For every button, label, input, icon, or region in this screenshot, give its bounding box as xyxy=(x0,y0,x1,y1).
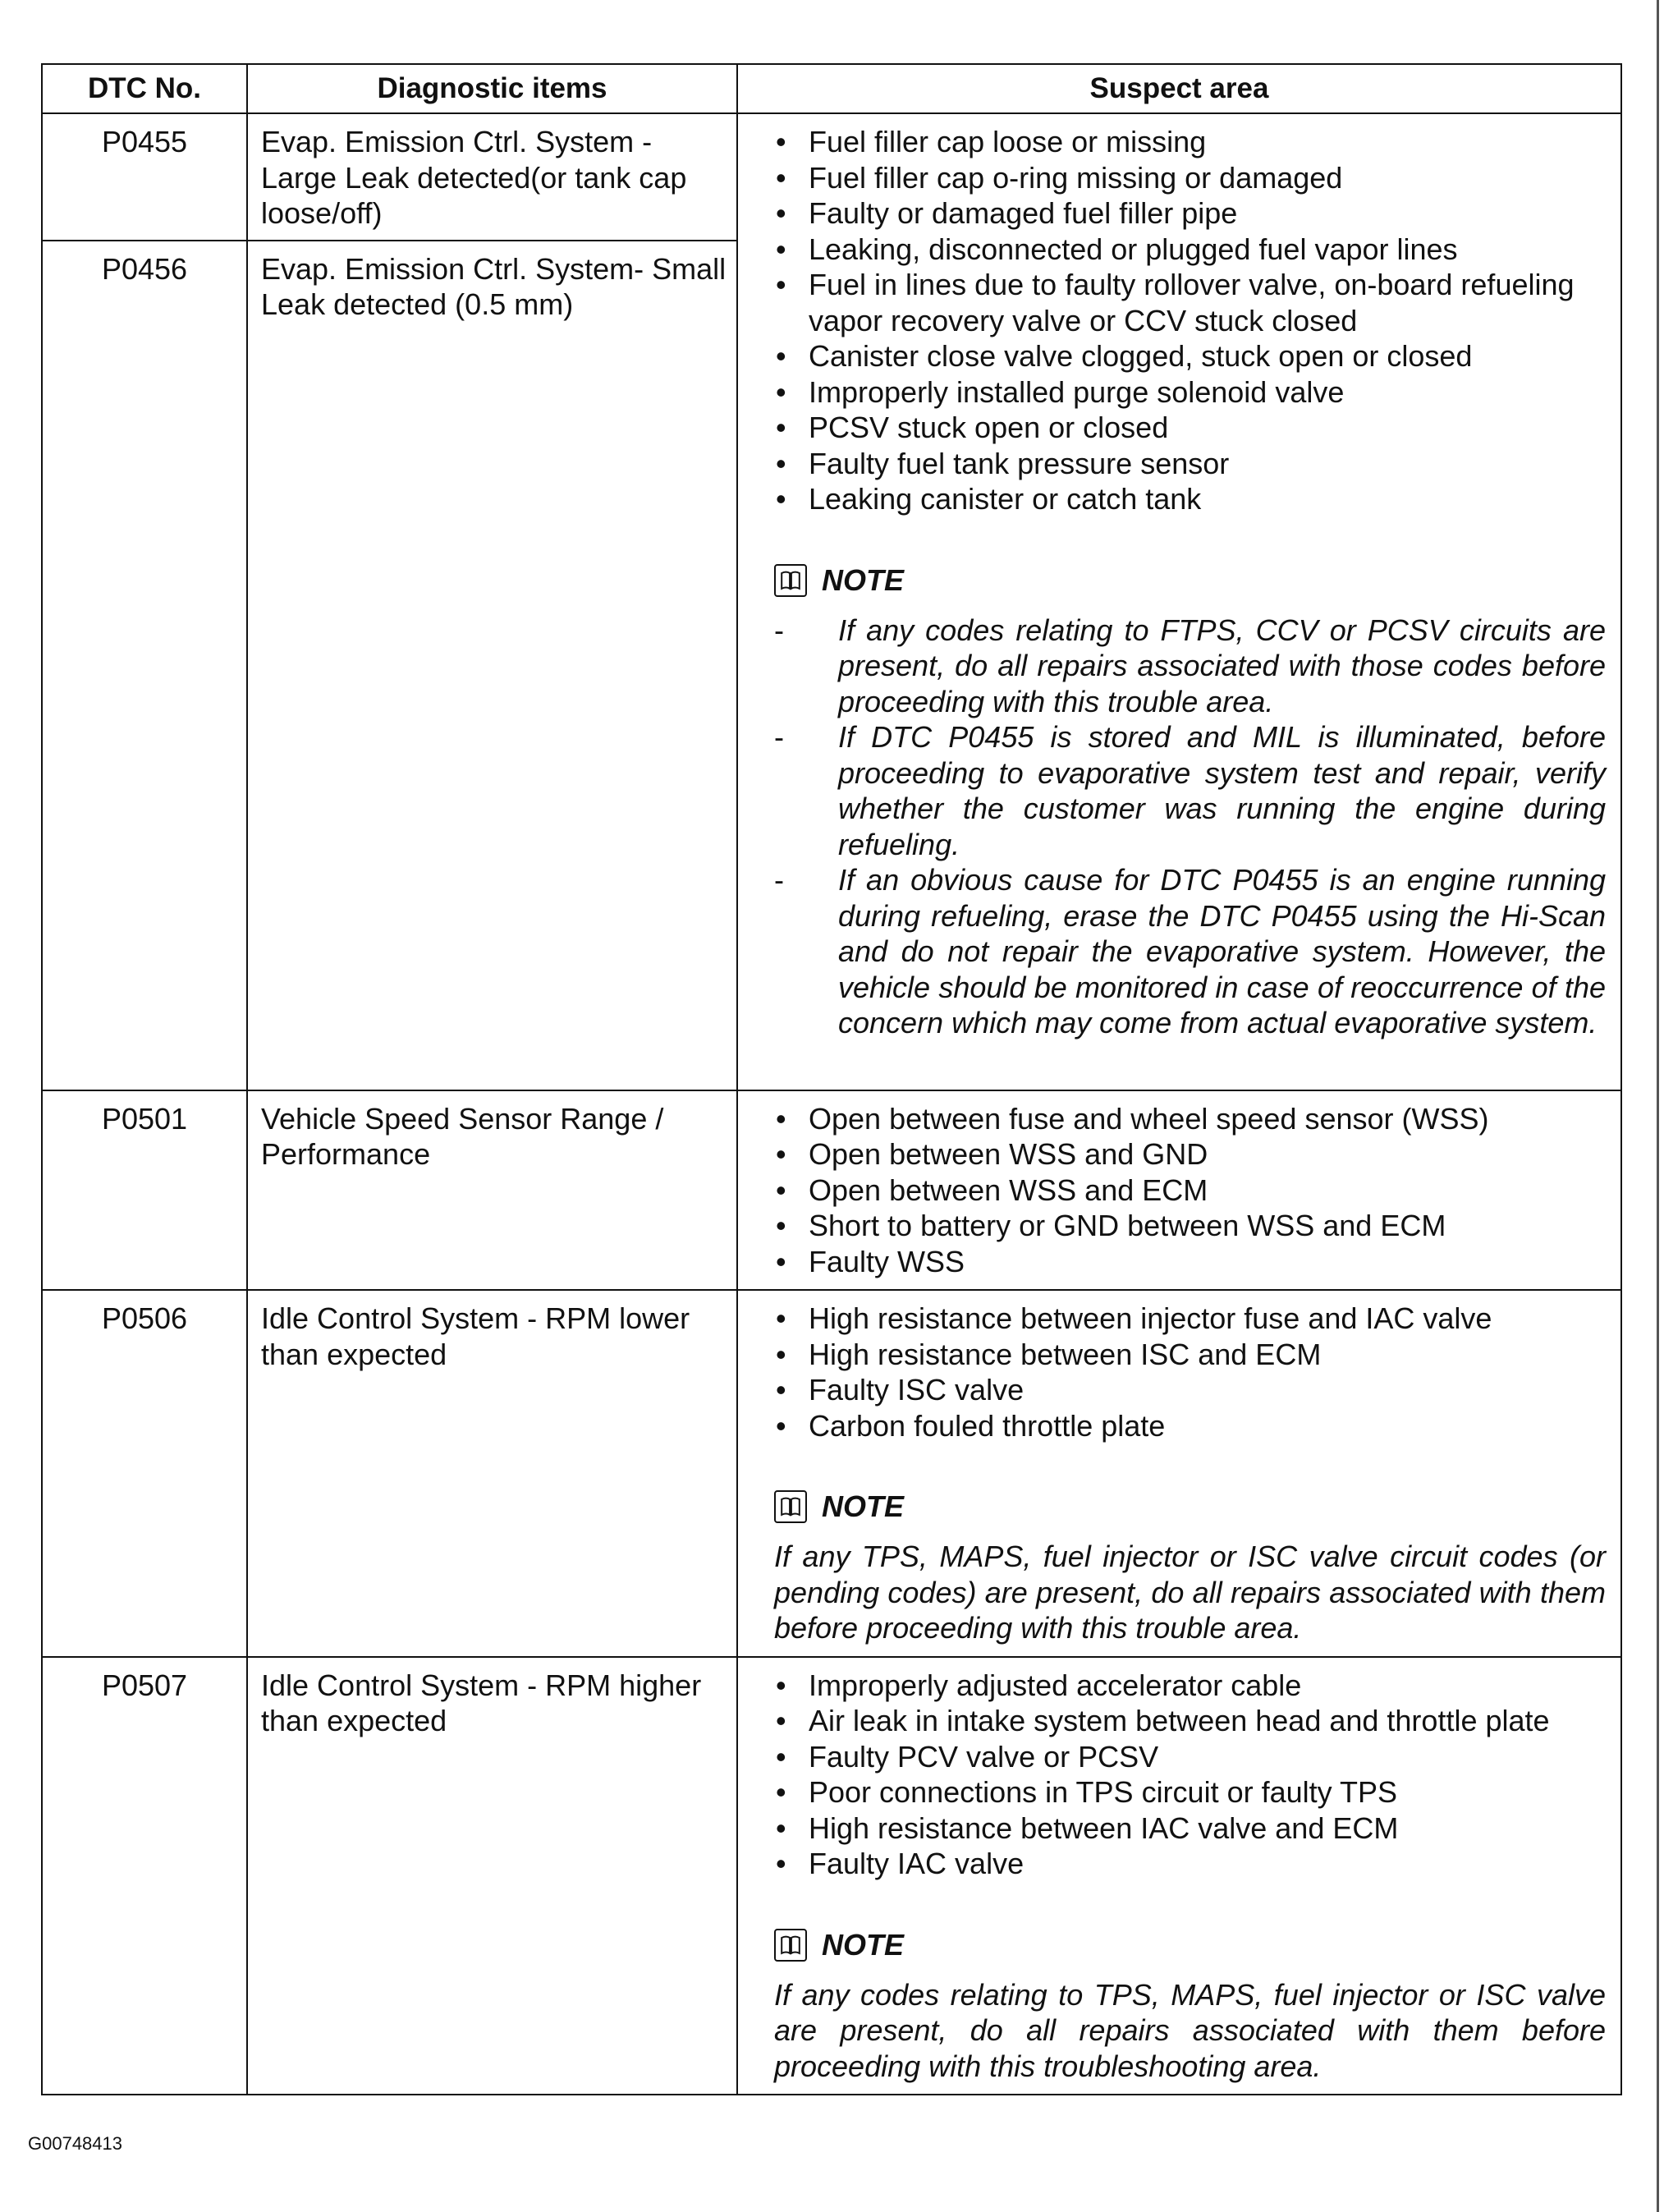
note-header xyxy=(774,560,1609,601)
note-item-text: If an obvious cause for DTC P0455 is an engine running during refueling, erase the DTC P0455 using the Hi-Scan and do not repair the evaporative system. However, the vehicle should be monitored in case of reoccurrence of the concern which may come from actual evaporative system. xyxy=(838,863,1606,1039)
dtc-code: P0501 xyxy=(42,1090,247,1291)
diagnostic-item: Evap. Emission Ctrl. System - Large Leak detected(or tank cap loose/off) xyxy=(247,113,737,241)
note-header xyxy=(774,1925,1609,1966)
suspect-item: • Faulty ISC valve xyxy=(774,1372,1609,1408)
suspect-item: • Open between WSS and GND xyxy=(774,1136,1609,1173)
suspect-list xyxy=(774,1101,1609,1280)
suspect-list xyxy=(774,1668,1609,1882)
table-row-p0506 xyxy=(42,1290,1621,1657)
suspect-item: • Fuel in lines due to faulty rollover valve, on-board refueling vapor recovery valve or CCV stuck closed xyxy=(774,267,1609,338)
note-block xyxy=(774,1486,1609,1646)
dash-marker: - xyxy=(774,613,784,647)
dash-marker: - xyxy=(774,863,784,897)
note-title: NOTE xyxy=(822,1489,905,1524)
book-icon xyxy=(774,1490,807,1523)
suspect-area-cell xyxy=(737,1090,1621,1291)
suspect-item: • Faulty WSS xyxy=(774,1244,1609,1280)
note-block xyxy=(774,560,1609,1041)
suspect-area-cell xyxy=(737,1290,1621,1657)
header-dtc-no: DTC No. xyxy=(42,64,247,113)
note-block xyxy=(774,1925,1609,2085)
page-edge-line xyxy=(1657,0,1659,2212)
header-diagnostic-items: Diagnostic items xyxy=(247,64,737,113)
note-item xyxy=(774,862,1609,1041)
diagnostic-item: Idle Control System - RPM lower than expected xyxy=(247,1290,737,1657)
diagnostic-item: Vehicle Speed Sensor Range / Performance xyxy=(247,1090,737,1291)
suspect-item: • Carbon fouled throttle plate xyxy=(774,1408,1609,1444)
suspect-area-cell xyxy=(737,1657,1621,2095)
suspect-item: • PCSV stuck open or closed xyxy=(774,410,1609,446)
suspect-item: • Leaking canister or catch tank xyxy=(774,481,1609,517)
suspect-item: • Improperly installed purge solenoid valve xyxy=(774,374,1609,411)
suspect-list xyxy=(774,1301,1609,1443)
note-item-text: If DTC P0455 is stored and MIL is illuminated, before proceeding to evaporative system test and repair, verify whether the customer was running the engine during refueling. xyxy=(838,720,1606,861)
suspect-item: • Poor connections in TPS circuit or faulty TPS xyxy=(774,1774,1609,1810)
diagnostic-item: Evap. Emission Ctrl. System- Small Leak detected (0.5 mm) xyxy=(247,241,737,1090)
table-row-p0501 xyxy=(42,1090,1621,1291)
suspect-area-cell xyxy=(737,113,1621,1090)
book-icon xyxy=(774,564,807,597)
suspect-item: • Fuel filler cap loose or missing xyxy=(774,124,1609,160)
note-item-text: If any codes relating to FTPS, CCV or PCSV circuits are present, do all repairs associated with those codes before proceeding with this trouble area. xyxy=(838,613,1606,718)
suspect-item: • Short to battery or GND between WSS and ECM xyxy=(774,1208,1609,1244)
note-title: NOTE xyxy=(822,1927,905,1962)
suspect-item: • Faulty or damaged fuel filler pipe xyxy=(774,195,1609,232)
dash-marker: - xyxy=(774,720,784,754)
suspect-item: • Open between WSS and ECM xyxy=(774,1173,1609,1209)
table-row-p0455 xyxy=(42,113,1621,241)
note-text: If any codes relating to TPS, MAPS, fuel injector or ISC valve are present, do all repairs associated with them before proceeding with this troubleshooting area. xyxy=(774,1977,1606,2083)
note-text: If any TPS, MAPS, fuel injector or ISC valve circuit codes (or pending codes) are present, do all repairs associated with them before proceeding with this trouble area. xyxy=(774,1540,1606,1645)
header-suspect-area: Suspect area xyxy=(737,64,1621,113)
suspect-item: • High resistance between ISC and ECM xyxy=(774,1337,1609,1373)
suspect-item: • Fuel filler cap o-ring missing or damaged xyxy=(774,160,1609,196)
note-item xyxy=(774,719,1609,862)
suspect-item: • High resistance between IAC valve and ECM xyxy=(774,1810,1609,1847)
header-row xyxy=(42,64,1621,113)
suspect-item: • Faulty fuel tank pressure sensor xyxy=(774,446,1609,482)
dtc-code: P0455 xyxy=(42,113,247,241)
suspect-item: • Open between fuse and wheel speed sensor (WSS) xyxy=(774,1101,1609,1137)
suspect-item: • Canister close valve clogged, stuck open or closed xyxy=(774,338,1609,374)
suspect-item: • Faulty IAC valve xyxy=(774,1846,1609,1882)
note-list xyxy=(774,613,1609,1041)
diagnostic-item: Idle Control System - RPM higher than expected xyxy=(247,1657,737,2095)
image-id-label: G00748413 xyxy=(28,2133,122,2154)
suspect-list xyxy=(774,124,1609,517)
suspect-item: • High resistance between injector fuse and IAC valve xyxy=(774,1301,1609,1337)
dtc-code: P0456 xyxy=(42,241,247,1090)
suspect-item: • Improperly adjusted accelerator cable xyxy=(774,1668,1609,1704)
dtc-code: P0506 xyxy=(42,1290,247,1657)
table-row-p0507 xyxy=(42,1657,1621,2095)
suspect-item: • Leaking, disconnected or plugged fuel vapor lines xyxy=(774,232,1609,268)
suspect-item: • Faulty PCV valve or PCSV xyxy=(774,1739,1609,1775)
note-item xyxy=(774,613,1609,720)
note-title: NOTE xyxy=(822,562,905,597)
note-header xyxy=(774,1486,1609,1527)
book-icon xyxy=(774,1929,807,1962)
suspect-item: • Air leak in intake system between head and throttle plate xyxy=(774,1703,1609,1739)
dtc-table xyxy=(41,63,1622,2095)
dtc-code: P0507 xyxy=(42,1657,247,2095)
